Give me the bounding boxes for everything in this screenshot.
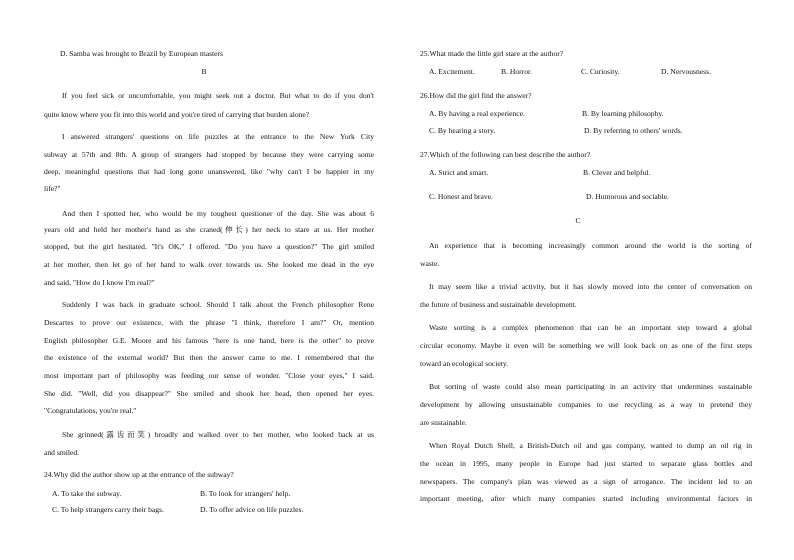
passage-c-line: toward an ecological society. <box>420 359 509 368</box>
q25-option-d: D. Nervousness. <box>661 67 711 76</box>
passage-b-line: at her mother, then let go of her hand to walk over towards us. She looked me dead in the eye <box>44 260 374 269</box>
passage-c-line: When Royal Dutch Shell, a British-Dutch oil and gas company, wanted to dump an oil rig in <box>429 441 752 450</box>
q24-option-c: C. To help strangers carry their bags. <box>52 505 164 514</box>
question-25: 25.What made the little girl stare at the author? <box>420 49 564 58</box>
section-b-heading: B <box>201 67 207 76</box>
passage-c-line: are sustainable. <box>420 418 467 427</box>
passage-c-line: But sorting of waste could also mean participating in an activity that undermines sustainable <box>429 382 752 391</box>
passage-b-line: stopped, but the girl hesitated. "It's OK," I offered. "Do you have a question?" The girl smiled <box>44 242 374 251</box>
previous-option-d: D. Samba was brought to Brazil by European masters <box>60 49 224 58</box>
section-c-heading: C <box>575 216 581 225</box>
question-27: 27.Which of the following can best describe the author? <box>420 150 591 159</box>
q24-option-b: B. To look for strangers' help. <box>200 489 291 498</box>
passage-b-line: She grinned(露齿而笑) broadly and walked over to her mother, who looked back at us <box>62 430 374 439</box>
passage-b-line: deep, meaningful questions that had long gone unanswered, like "why can't I be happier in my <box>44 167 374 176</box>
passage-b-line: the existence of the external world? But then the answer came to me. I remembered that the <box>44 353 374 362</box>
passage-b-line: quite know where you fit into this world and you're tired of carrying that burden alone? <box>44 110 310 119</box>
passage-b-line: subway at 57th and 8th. A group of strangers had stopped by because they were carrying some <box>44 150 374 159</box>
passage-c-line: An experience that is becoming increasingly common around the world is the sorting of <box>429 241 752 250</box>
q25-option-a: A. Excitement. <box>429 67 475 76</box>
passage-c-line: the future of business and sustainable development. <box>420 300 577 309</box>
passage-c-line: newspapers. The company's plan was viewed as a sign of arrogance. The incident led to an <box>420 477 752 486</box>
passage-c-line: It may seem like a trivial activity, but it has slowly moved into the center of conversation on <box>429 282 752 291</box>
passage-b-line: and said, "How do I know I'm real?" <box>44 278 155 287</box>
q27-option-c: C. Honest and brave. <box>429 192 493 201</box>
q24-option-d: D. To offer advice on life puzzles. <box>200 505 304 514</box>
passage-c-line: the ocean in 1995, many people in Europe had just started to separate glass bottles and <box>420 459 752 468</box>
passage-c-line: important meeting, after which many companies started including environmental factors in <box>420 494 752 503</box>
passage-b-line: I answered strangers' questions on life puzzles at the entrance to the New York City <box>62 132 374 141</box>
passage-b-line: Descartes to prove our existence, with the phrase "I think, therefore I am?" Or, mention <box>44 318 374 327</box>
passage-b-line: "Congratulations, you're real." <box>44 406 137 415</box>
q26-option-a: A. By having a real experience. <box>429 109 525 118</box>
passage-b-line: and smiled. <box>44 448 80 457</box>
q26-option-c: C. By hearing a story. <box>429 126 496 135</box>
passage-b-line: And then I spotted her, who would be my toughest questioner of the day. She was about 6 <box>62 209 374 218</box>
passage-b-line: If you feel sick or uncomfortable, you might seek out a doctor. But what to do if you don't <box>62 91 374 100</box>
question-26: 26.How did the girl find the answer? <box>420 91 532 100</box>
passage-b-line: Suddenly I was back in graduate school. Should I talk about the French philosopher Rene <box>62 300 374 309</box>
passage-b-line: years old and held her mother's hand as she craned(伸长) her neck to stare at us. Her mother <box>44 225 374 234</box>
passage-b-line: She did. "Well, did you disappear?" She smiled and shook her head, then opened her eyes. <box>44 389 374 398</box>
q26-option-b: B. By learning philosophy. <box>582 109 664 118</box>
passage-c-line: development by allowing unsustainable companies to use recycling as a way to pretend they <box>420 400 752 409</box>
q27-option-d: D. Humorous and sociable. <box>586 192 669 201</box>
question-24: 24.Why did the author show up at the entrance of the subway? <box>44 470 234 479</box>
q27-option-b: B. Clever and helpful. <box>583 168 651 177</box>
passage-b-line: English philosopher G.E. Moore and his famous "here is one hand, here is the other" to prove <box>44 336 374 345</box>
q25-option-b: B. Horror. <box>501 67 533 76</box>
passage-b-line: most important part of philosophy was feeding our sense of wonder. "Close your eyes," I said. <box>44 371 374 380</box>
passage-c-line: Waste sorting is a complex phenomenon that can be an important step toward a global <box>429 323 752 332</box>
passage-b-line: life?" <box>44 184 61 193</box>
q24-option-a: A. To take the subway. <box>52 489 122 498</box>
q27-option-a: A. Strict and smart. <box>429 168 489 177</box>
passage-c-line: waste. <box>420 259 440 268</box>
q26-option-d: D. By referring to others' words. <box>584 126 683 135</box>
passage-c-line: circular economy. Maybe it even will be something we will look back on as one of the first steps <box>420 341 752 350</box>
q25-option-c: C. Curiosity. <box>581 67 620 76</box>
